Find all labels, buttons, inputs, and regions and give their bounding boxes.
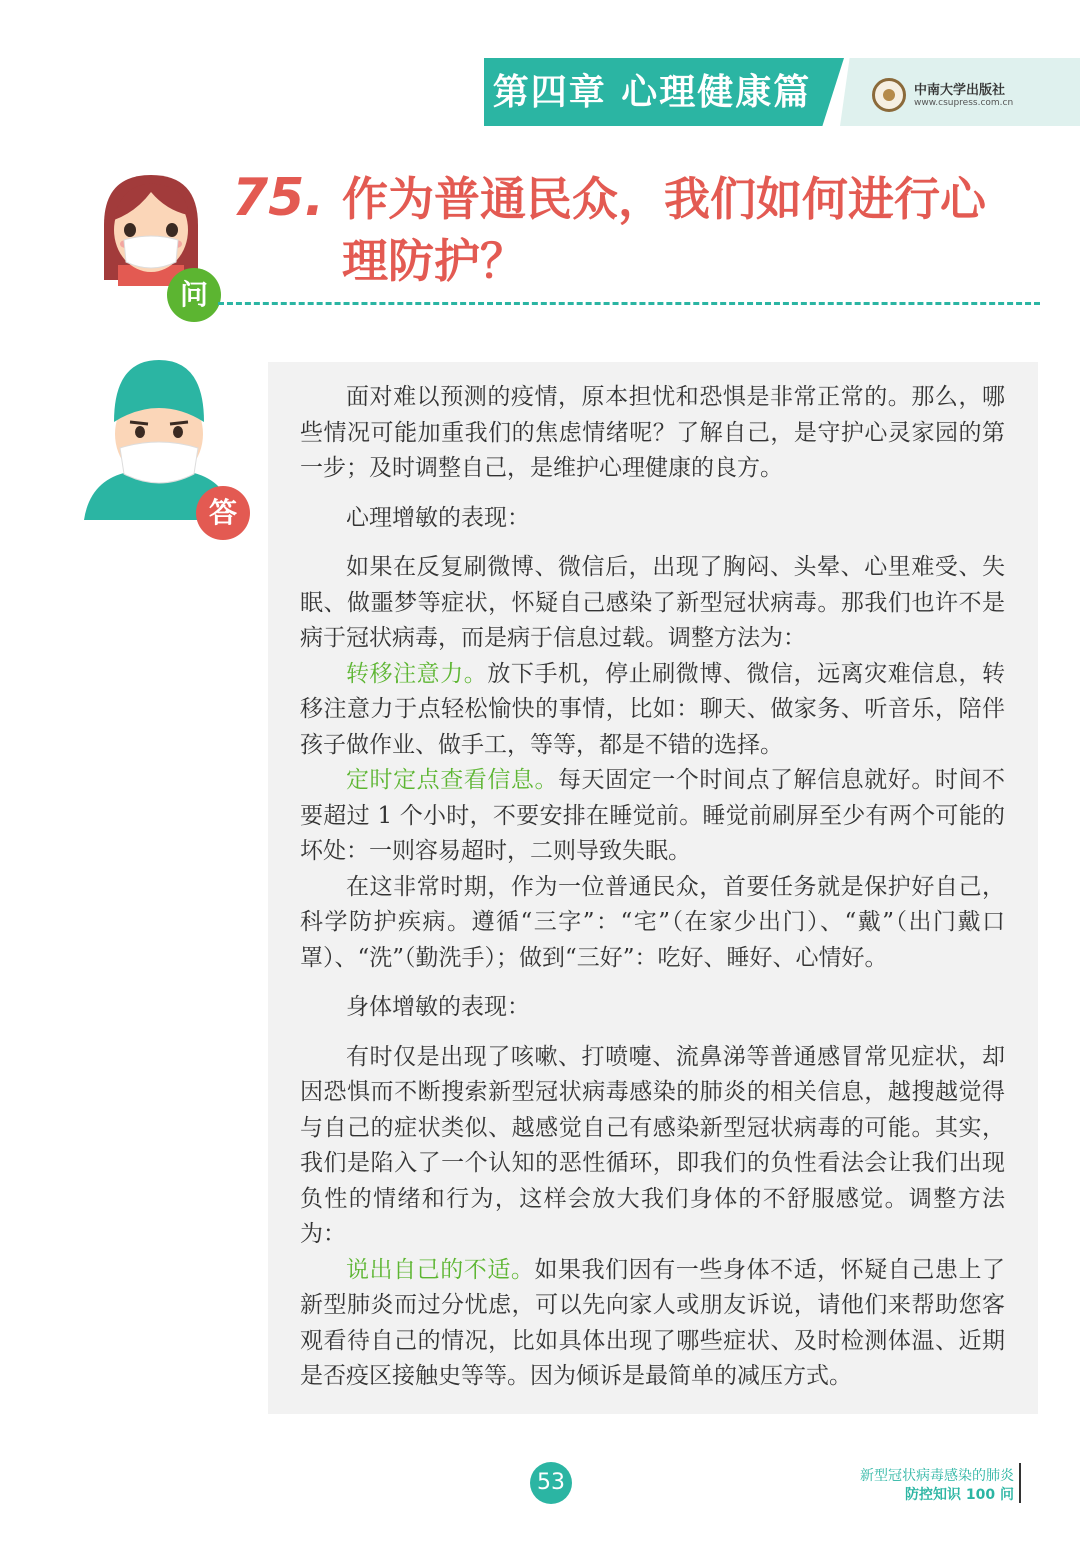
footer-divider [1019, 1463, 1021, 1503]
answer-badge: 答 [196, 486, 250, 540]
divider [218, 302, 1040, 305]
publisher-name: 中南大学出版社 [914, 83, 1006, 98]
paragraph-tip-schedule: 定时定点查看信息。每天固定一个时间点了解信息就好。时间不要超过 1 个小时，不要安排在睡觉前。睡觉前刷屏至少有两个可能的坏处：一则容易超时，二则导致失眠。 [300, 767, 1006, 864]
answer-content [300, 380, 1005, 1395]
paragraph-tip-distraction: 转移注意力。放下手机，停止刷微博、微信，远离灾难信息，转移注意力于点轻松愉快的事情，比如：聊天、做家务、听音乐，陪伴孩子做作业、做手工，等等，都是不错的选择。 [300, 660, 1006, 758]
paragraph-tip-talk: 说出自己的不适。如果我们因有一些身体不适，怀疑自己患上了新型肺炎而过分忧虑，可以先向家人或朋友诉说，请他们来帮助您客观看待自己的情况，比如具体出现了哪些症状、及时检测体温、近期是否疫区接触史等等。因为倾诉是最简单的减压方式。 [300, 1256, 1006, 1389]
chapter-title: 第四章 心理健康篇 [492, 71, 812, 113]
section-heading-mental: 心理增敏的表现： [346, 504, 530, 531]
highlight-distraction: 转移注意力。 [346, 660, 488, 687]
highlight-schedule: 定时定点查看信息。 [346, 767, 558, 793]
paragraph-physical-desc: 有时仅是出现了咳嗽、打喷嚏、流鼻涕等普通感冒常见症状，却因恐惧而不断搜索新型冠状病毒感染的肺炎的相关信息，越搜越觉得与自己的症状类似、越感觉自己有感染新型冠状病毒的可能。其实，我们是陷入了一个认知的恶性循环，即我们的负性看法会让我们出现负性的情绪和行为，这样会放大我们身体的不舒服感觉。调整方法为： [300, 1043, 1005, 1247]
book-title-line2: 防控知识 100 问 [905, 1487, 1014, 1503]
book-title-line1: 新型冠状病毒感染的肺炎 [860, 1468, 1014, 1484]
highlight-talk: 说出自己的不适。 [346, 1256, 535, 1283]
paragraph-mental-desc: 如果在反复刷微博、微信后，出现了胸闷、头晕、心里难受、失眠、做噩梦等症状，怀疑自己感染了新型冠状病毒。那我们也许不是病于冠状病毒，而是病于信息过载。调整方法为： [300, 554, 1005, 651]
question-badge: 问 [167, 268, 221, 322]
page-number: 53 [530, 1462, 572, 1504]
paragraph-protection: 在这非常时期，作为一位普通民众，首要任务就是保护好自己，科学防护疾病。遵循“三字”：“宅”（在家少出门）、“戴”（出门戴口罩）、“洗”（勤洗手）；做到“三好”：吃好、睡好、心情好。 [300, 873, 1005, 971]
publisher-logo-icon [872, 78, 906, 112]
publisher-url: www.csupress.com.cn [914, 98, 1014, 108]
question-number: 75. [232, 168, 325, 228]
question-title: 作为普通民众，我们如何进行心理防护？ [342, 172, 986, 288]
paragraph-intro: 面对难以预测的疫情，原本担忧和恐惧是非常正常的。那么，哪些情况可能加重我们的焦虑情绪呢？了解自己，是守护心灵家园的第一步；及时调整自己，是维护心理健康的良方。 [300, 384, 1005, 481]
section-heading-physical: 身体增敏的表现： [346, 994, 530, 1020]
